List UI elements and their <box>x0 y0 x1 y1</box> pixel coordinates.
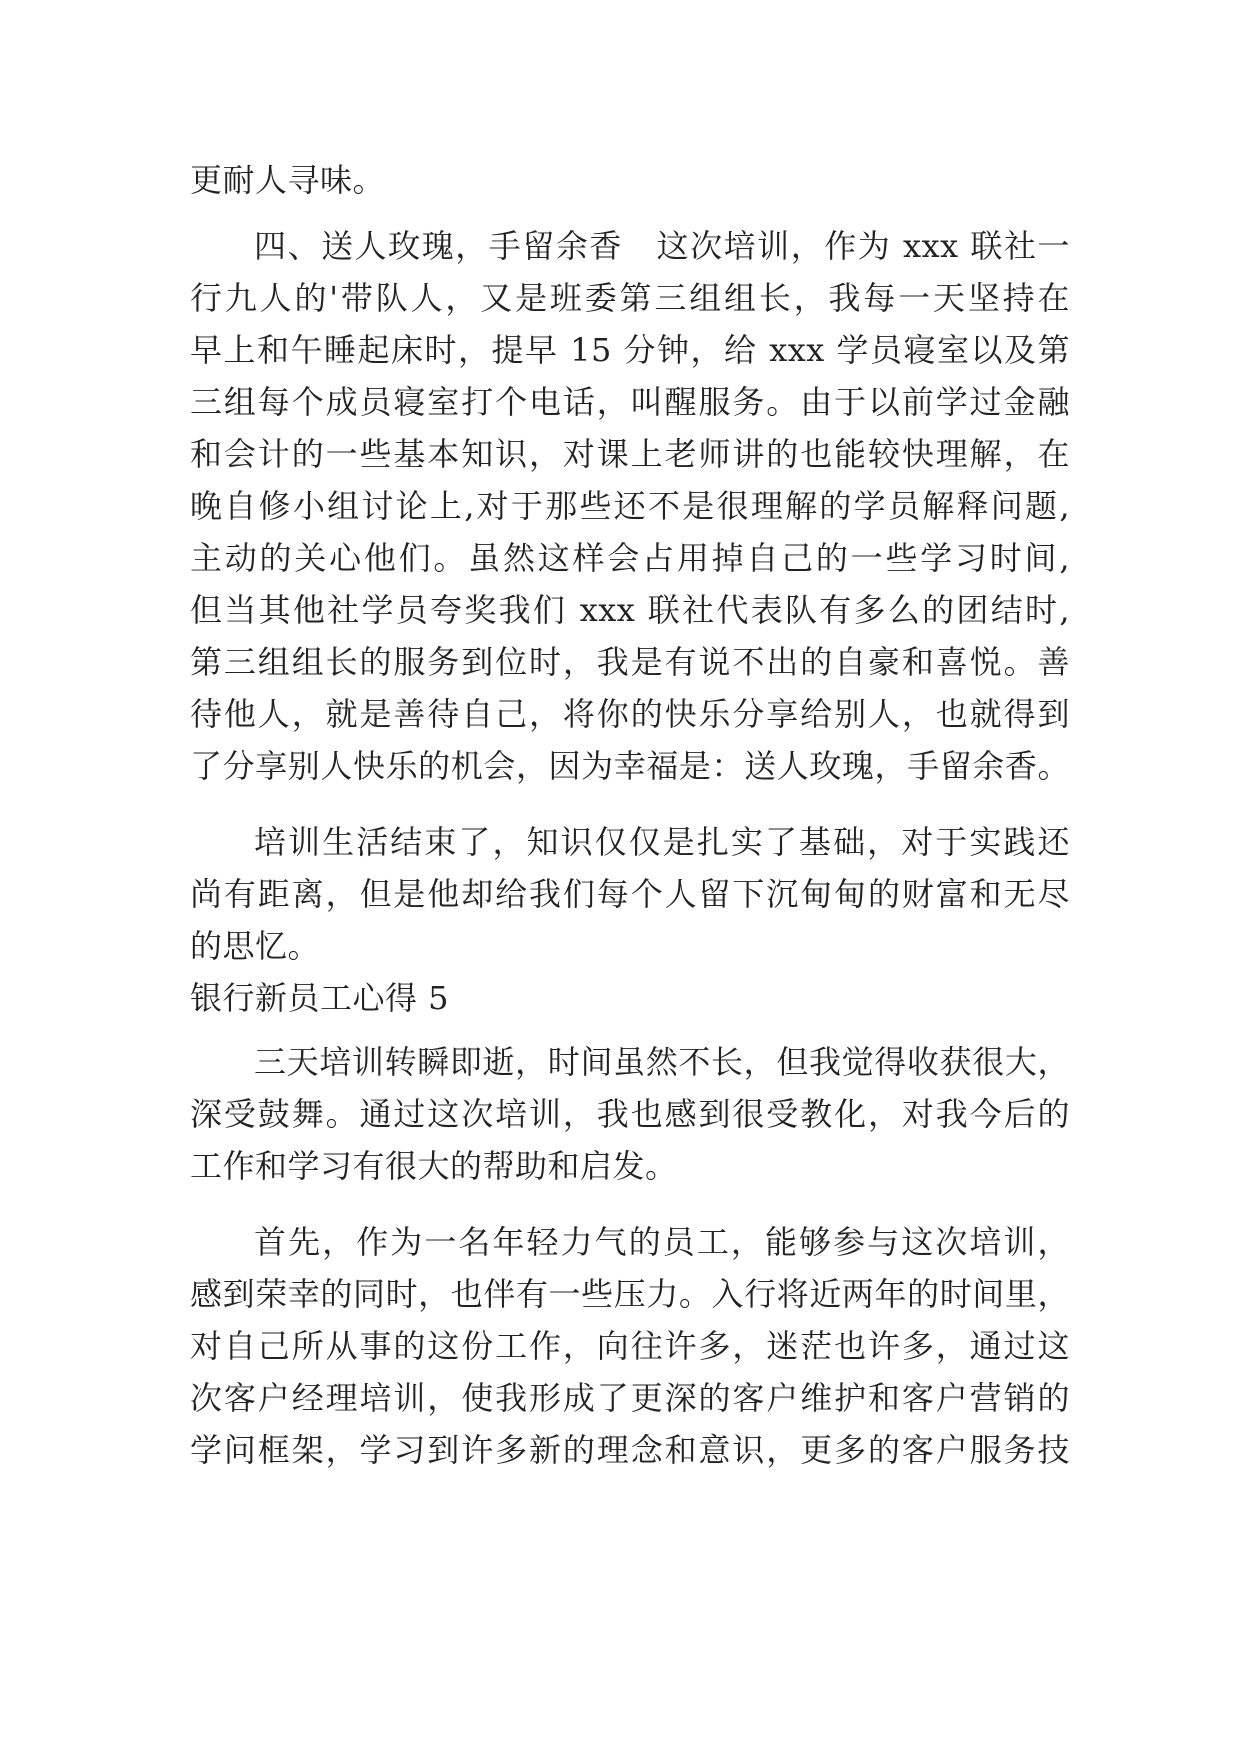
paragraph-start-line: 首先，作为一名年轻力气的员工，能够参与这次培训， <box>254 1223 1070 1261</box>
text-line: 了分享别人快乐的机会，因为幸福是：送人玫瑰，手留余香。 <box>190 747 1070 785</box>
text-line: 工作和学习有很大的帮助和启发。 <box>190 1147 678 1185</box>
text-line: 感到荣幸的同时，也伴有一些压力。入行将近两年的时间里， <box>190 1275 1070 1313</box>
text-line: 晚自修小组讨论上,对于那些还不是很理解的学员解释问题, <box>190 487 1070 525</box>
text-line: 三组每个成员寝室打个电话，叫醒服务。由于以前学过金融 <box>190 383 1070 421</box>
text-line: 行九人的'带队人，又是班委第三组组长，我每一天坚持在 <box>190 279 1070 317</box>
text-line: 主动的关心他们。虽然这样会占用掉自己的一些学习时间, <box>190 539 1070 577</box>
paragraph-start-line: 培训生活结束了，知识仅仅是扎实了基础，对于实践还 <box>254 823 1070 861</box>
text-line: 早上和午睡起床时，提早 15 分钟，给 xxx 学员寝室以及第 <box>190 331 1070 369</box>
text-line: 第三组组长的服务到位时，我是有说不出的自豪和喜悦。善 <box>190 643 1070 681</box>
text-line: 更耐人寻味。 <box>190 161 386 199</box>
text-line: 的思忆。 <box>190 927 321 965</box>
text-line: 次客户经理培训，使我形成了更深的客户维护和客户营销的 <box>190 1379 1070 1417</box>
text-line: 尚有距离，但是他却给我们每个人留下沉甸甸的财富和无尽 <box>190 875 1070 913</box>
text-line: 对自己所从事的这份工作，向往许多，迷茫也许多，通过这 <box>190 1327 1070 1365</box>
text-line: 学问框架，学习到许多新的理念和意识，更多的客户服务技 <box>190 1431 1070 1469</box>
paragraph-start-line: 三天培训转瞬即逝，时间虽然不长，但我觉得收获很大， <box>254 1043 1070 1081</box>
paragraph-start-line: 四、送人玫瑰，手留余香 这次培训，作为 xxx 联社一 <box>254 227 1070 265</box>
text-line: 待他人，就是善待自己，将你的快乐分享给别人，也就得到 <box>190 695 1070 733</box>
text-line: 但当其他社学员夸奖我们 xxx 联社代表队有多么的团结时, <box>190 591 1070 629</box>
section-heading: 银行新员工心得 5 <box>190 979 450 1017</box>
text-line: 深受鼓舞。通过这次培训，我也感到很受教化，对我今后的 <box>190 1095 1070 1133</box>
text-line: 和会计的一些基本知识，对课上老师讲的也能较快理解，在 <box>190 435 1070 473</box>
